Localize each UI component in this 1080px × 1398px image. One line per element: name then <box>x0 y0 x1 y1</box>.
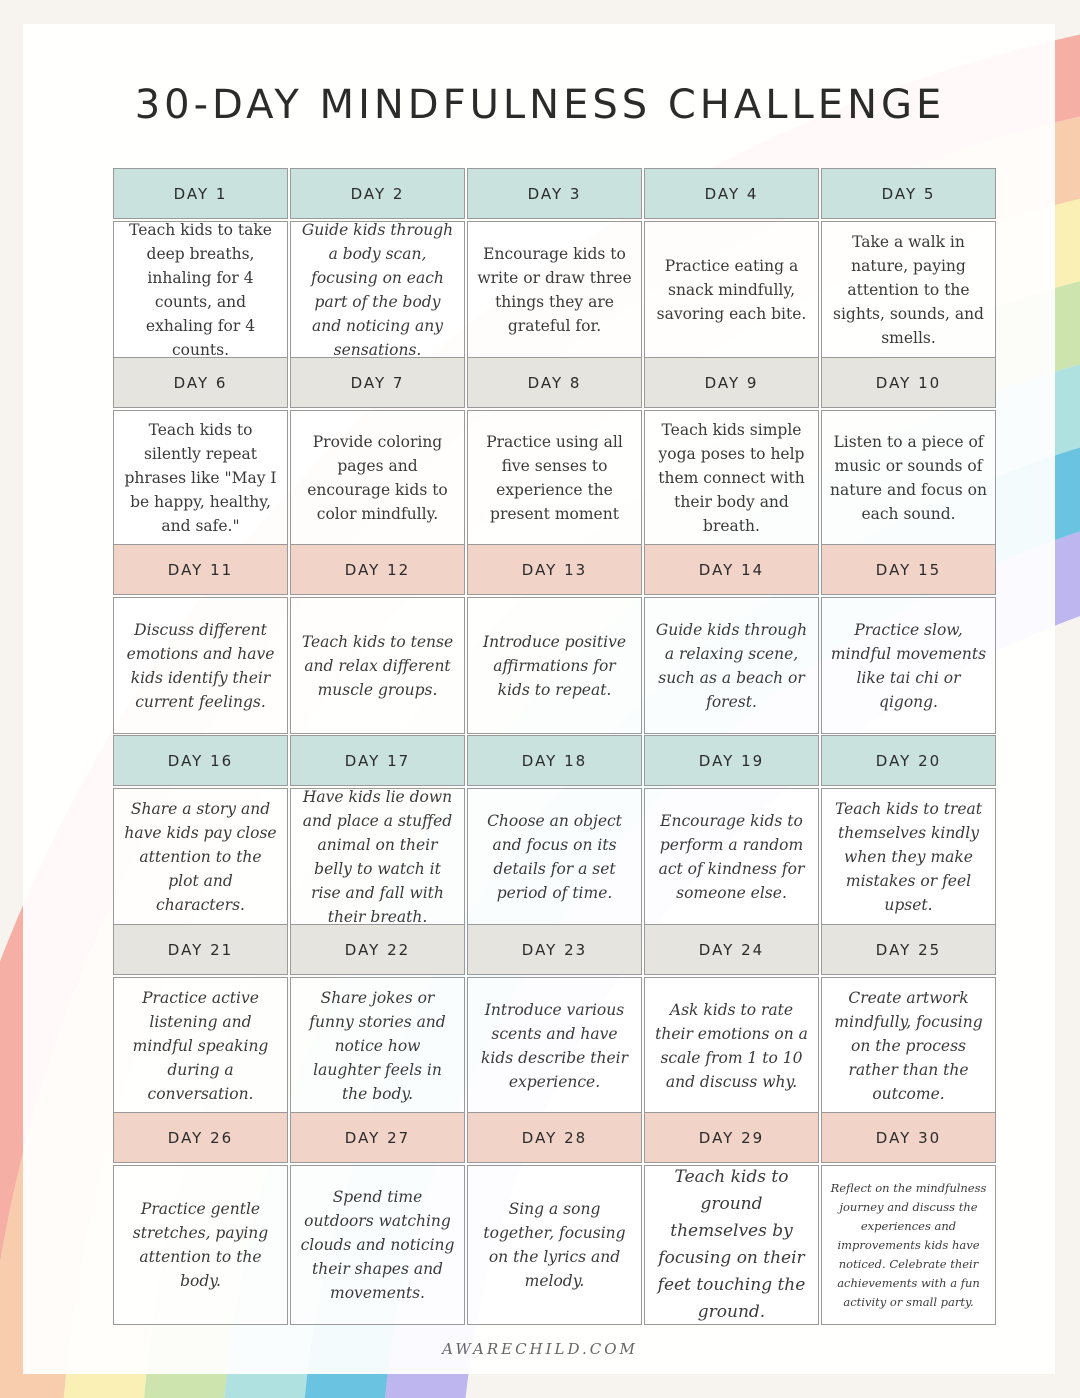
day-activity-6: Teach kids to silently repeat phrases like "May I be happy, healthy, and safe." <box>113 410 288 545</box>
day-activity-5: Take a walk in nature, paying attention to the sights, sounds, and smells. <box>821 221 996 358</box>
day-activity-14: Guide kids through a relaxing scene, such as a beach or forest. <box>644 597 819 734</box>
day-header-11: DAY 11 <box>113 544 288 595</box>
day-header-21: DAY 21 <box>113 924 288 975</box>
day-activity-30: Reflect on the mindfulness journey and discuss the experiences and improvements kids have noticed. Celebrate their achievements with a fun activity or small party. <box>821 1165 996 1325</box>
day-header-14: DAY 14 <box>644 544 819 595</box>
day-header-27: DAY 27 <box>290 1112 465 1163</box>
day-header-6: DAY 6 <box>113 357 288 408</box>
day-activity-20: Teach kids to treat themselves kindly when they make mistakes or feel upset. <box>821 788 996 925</box>
day-header-5: DAY 5 <box>821 168 996 219</box>
day-header-20: DAY 20 <box>821 735 996 786</box>
day-header-3: DAY 3 <box>467 168 642 219</box>
day-header-17: DAY 17 <box>290 735 465 786</box>
day-activity-23: Introduce various scents and have kids describe their experience. <box>467 977 642 1114</box>
footer-website: AWARECHILD.COM <box>442 1340 638 1358</box>
day-activity-1: Teach kids to take deep breaths, inhaling for 4 counts, and exhaling for 4 counts. <box>113 221 288 358</box>
day-header-16: DAY 16 <box>113 735 288 786</box>
day-activity-10: Listen to a piece of music or sounds of nature and focus on each sound. <box>821 410 996 545</box>
day-activity-29: Teach kids to ground themselves by focusing on their feet touching the ground. <box>644 1165 819 1325</box>
day-header-2: DAY 2 <box>290 168 465 219</box>
day-header-23: DAY 23 <box>467 924 642 975</box>
day-activity-13: Introduce positive affirmations for kids to repeat. <box>467 597 642 734</box>
day-activity-26: Practice gentle stretches, paying attention to the body. <box>113 1165 288 1325</box>
day-activity-8: Practice using all five senses to experience the present moment <box>467 410 642 545</box>
day-header-8: DAY 8 <box>467 357 642 408</box>
page-title: 30-DAY MINDFULNESS CHALLENGE <box>134 82 946 128</box>
day-header-19: DAY 19 <box>644 735 819 786</box>
day-activity-19: Encourage kids to perform a random act of kindness for someone else. <box>644 788 819 925</box>
day-activity-25: Create artwork mindfully, focusing on the process rather than the outcome. <box>821 977 996 1114</box>
day-activity-9: Teach kids simple yoga poses to help them connect with their body and breath. <box>644 410 819 545</box>
day-header-18: DAY 18 <box>467 735 642 786</box>
day-header-9: DAY 9 <box>644 357 819 408</box>
day-activity-11: Discuss different emotions and have kids identify their current feelings. <box>113 597 288 734</box>
day-header-12: DAY 12 <box>290 544 465 595</box>
day-header-1: DAY 1 <box>113 168 288 219</box>
day-header-29: DAY 29 <box>644 1112 819 1163</box>
day-header-13: DAY 13 <box>467 544 642 595</box>
day-header-24: DAY 24 <box>644 924 819 975</box>
day-header-15: DAY 15 <box>821 544 996 595</box>
day-activity-12: Teach kids to tense and relax different muscle groups. <box>290 597 465 734</box>
day-header-7: DAY 7 <box>290 357 465 408</box>
day-activity-22: Share jokes or funny stories and notice how laughter feels in the body. <box>290 977 465 1114</box>
day-activity-28: Sing a song together, focusing on the lyrics and melody. <box>467 1165 642 1325</box>
challenge-grid <box>113 168 997 1328</box>
day-activity-4: Practice eating a snack mindfully, savoring each bite. <box>644 221 819 358</box>
day-header-28: DAY 28 <box>467 1112 642 1163</box>
day-activity-16: Share a story and have kids pay close attention to the plot and characters. <box>113 788 288 925</box>
day-activity-7: Provide coloring pages and encourage kids to color mindfully. <box>290 410 465 545</box>
day-activity-15: Practice slow, mindful movements like tai chi or qigong. <box>821 597 996 734</box>
day-header-4: DAY 4 <box>644 168 819 219</box>
day-header-26: DAY 26 <box>113 1112 288 1163</box>
day-activity-24: Ask kids to rate their emotions on a scale from 1 to 10 and discuss why. <box>644 977 819 1114</box>
day-activity-3: Encourage kids to write or draw three things they are grateful for. <box>467 221 642 358</box>
day-header-25: DAY 25 <box>821 924 996 975</box>
day-header-30: DAY 30 <box>821 1112 996 1163</box>
day-activity-17: Have kids lie down and place a stuffed animal on their belly to watch it rise and fall with their breath. <box>290 788 465 925</box>
day-activity-27: Spend time outdoors watching clouds and noticing their shapes and movements. <box>290 1165 465 1325</box>
day-activity-21: Practice active listening and mindful speaking during a conversation. <box>113 977 288 1114</box>
day-activity-2: Guide kids through a body scan, focusing on each part of the body and noticing any sensations. <box>290 221 465 358</box>
day-header-22: DAY 22 <box>290 924 465 975</box>
day-header-10: DAY 10 <box>821 357 996 408</box>
day-activity-18: Choose an object and focus on its details for a set period of time. <box>467 788 642 925</box>
